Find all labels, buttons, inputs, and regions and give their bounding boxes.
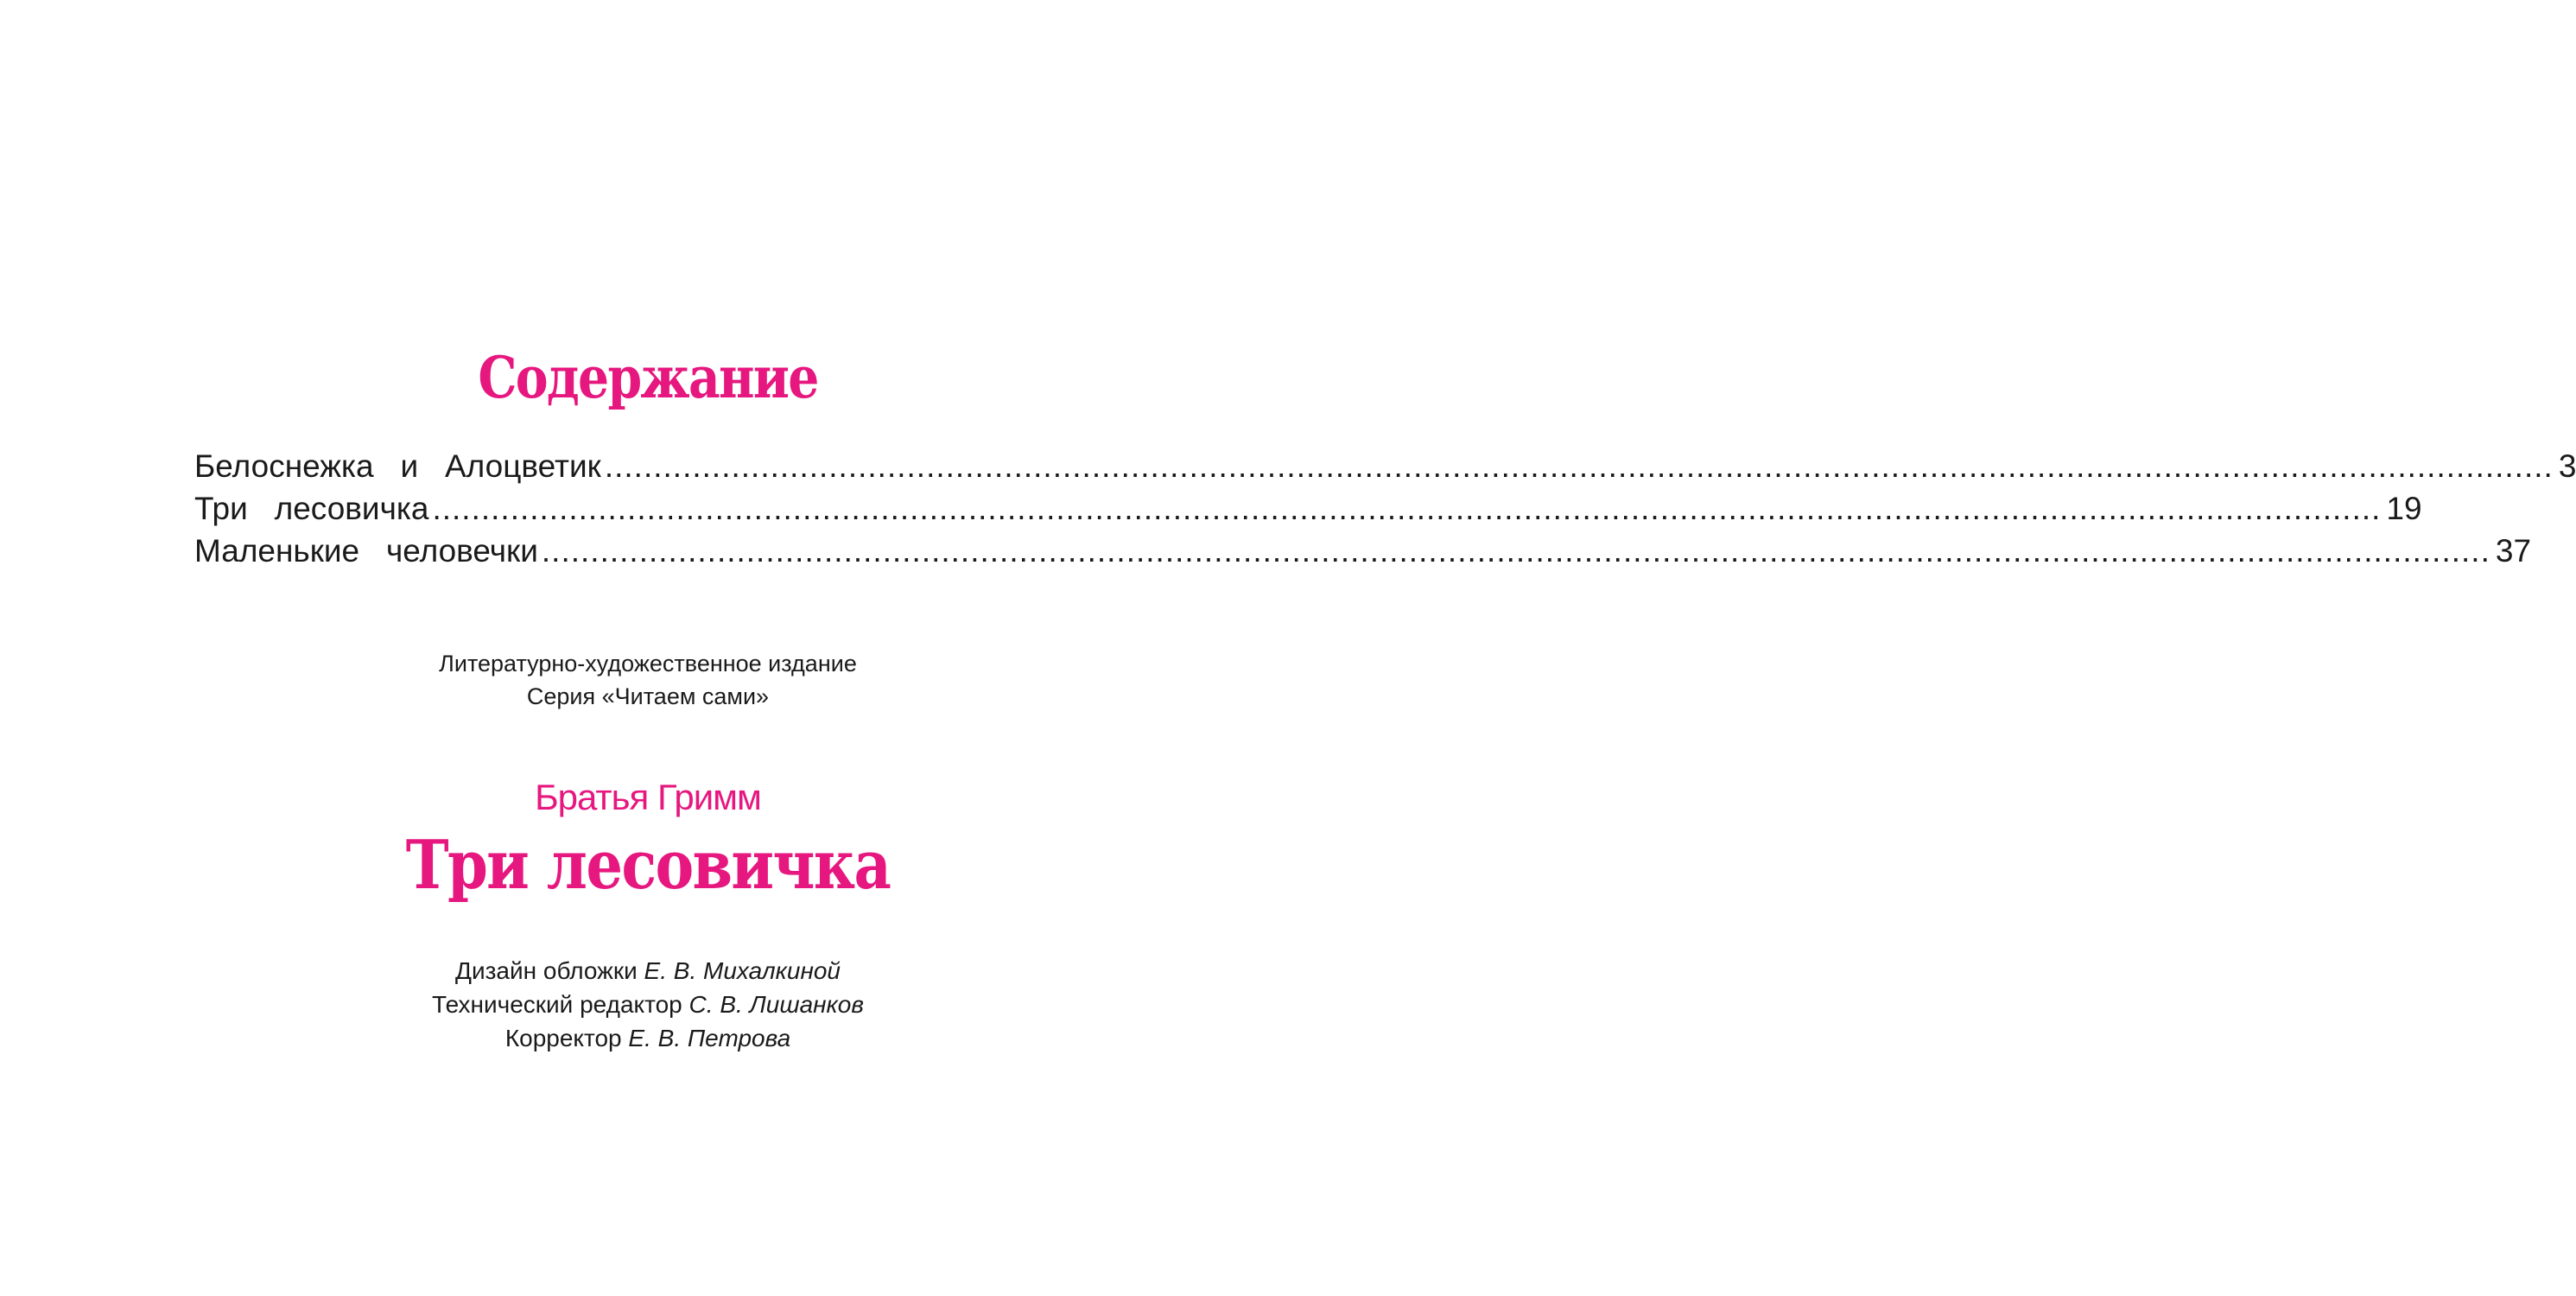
toc-leader-dots: ........................................................................................................................................................................................................ [432, 491, 2382, 526]
edition-type: Литературно-художественное издание [439, 651, 857, 677]
credit-name: Е. В. Петрова [628, 1025, 791, 1051]
toc-entry-title: Маленькие человечки [194, 533, 538, 569]
book-title: Три лесовичка [405, 826, 891, 905]
series-name: Серия «Читаем сами» [526, 683, 770, 709]
credit-name: С. В. Лишанков [688, 991, 864, 1018]
toc-entry [194, 530, 2532, 572]
table-of-contents [194, 445, 2576, 572]
toc-heading: Содержание [478, 344, 818, 411]
toc-entry-page: 37 [2495, 533, 2532, 569]
credit-line [0, 1022, 1296, 1055]
toc-entry [194, 487, 2422, 530]
toc-entry-title: Белоснежка и Алоцветик [194, 448, 601, 484]
toc-leader-dots: ........................................................................................................................................................................................................ [604, 448, 2554, 484]
toc-entry [194, 445, 2576, 487]
credit-line [0, 988, 1296, 1021]
credit-role: Корректор [504, 1025, 622, 1051]
book-author: Братья Гримм [535, 777, 761, 817]
toc-entry-page: 19 [2386, 491, 2422, 526]
toc-entry-title: Три лесовичка [194, 491, 429, 526]
toc-entry-page: 3 [2558, 448, 2576, 484]
toc-leader-dots: ........................................................................................................................................................................................................ [541, 533, 2490, 569]
credit-name: Е. В. Михалкиной [644, 957, 841, 984]
credit-role: Технический редактор [432, 991, 682, 1018]
credit-role: Дизайн обложки [454, 957, 638, 984]
credit-line [0, 955, 1296, 988]
